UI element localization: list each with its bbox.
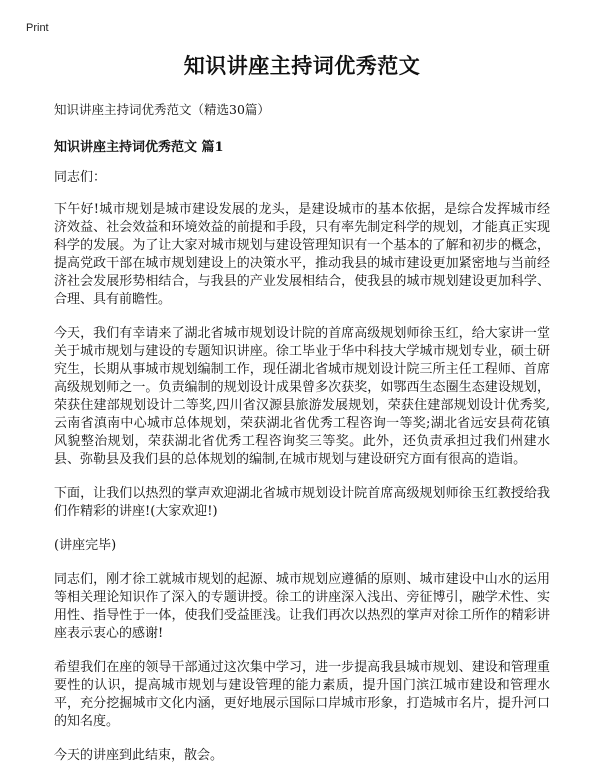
document-title: 知识讲座主持词优秀范文 (183, 53, 421, 78)
section-heading: 知识讲座主持词优秀范文 篇1 (54, 140, 224, 155)
document-subtitle: 知识讲座主持词优秀范文（精选30篇） (54, 102, 270, 117)
paragraph-closing: 今天的讲座到此结束，散会。 (54, 748, 224, 763)
print-label[interactable]: Print (26, 22, 49, 34)
paragraph-lecture-end: (讲座完毕) (54, 538, 117, 553)
document-page (54, 50, 550, 781)
paragraph-speaker-bio: 今天，我们有幸请来了湖北省城市规划设计院的首席高级规划师徐玉红，给大家讲一堂关于城市规划与建设的专题知识讲座。徐工毕业于华中科技大学城市规划专业，硕士研究生，长期从事城市规划编制工作，现任湖北省城市规划设计院三所主任工程师、首席高级规划师之一。负责编制的规划设计成果曾多次获奖，如鄂西生态圈生态建设规划，荣获住建部规划设计二等奖,四川省汉源县旅游发展规划，荣获住建部规划设计优秀奖,云南省滇南中心城市总体规划，荣获湖北省优秀工程咨询一等奖;湖北省远安县荷花镇风貌整治规划，荣获湖北省优秀工程咨询奖三等奖。此外，还负责承担过我们州建水县、弥勒县及我们县的总体规划的编制,在城市规划与建设研究方面有很高的造诣。 (54, 326, 550, 467)
greeting: 同志们： (54, 170, 107, 185)
paragraph-intro: 下午好!城市规划是城市建设发展的龙头，是建设城市的基本依据，是综合发挥城市经济效益、社会效益和环境效益的前提和手段，只有率先制定科学的规划，才能真正实现科学的发展。为了让大家对城市规划与建设管理知识有一个基本的了解和初步的概念，提高党政干部在城市规划建设上的决策水平，推动我县的城市建设更加紧密地与当前经济社会发展形势相结合，与我县的产业发展相结合，使我县的城市规划建设更加科学、合理、具有前瞻性。 (54, 202, 550, 307)
paragraph-welcome: 下面，让我们以热烈的掌声欢迎湖北省城市规划设计院首席高级规划师徐玉红教授给我们作精彩的讲座!(大家欢迎!) (54, 486, 550, 519)
paragraph-hope: 希望我们在座的领导干部通过这次集中学习，进一步提高我县城市规划、建设和管理重要性的认识，提高城市规划与建设管理的能力素质，提升国门滨江城市建设和管理水平，充分挖掘城市文化内涵，更好地展示国际口岸城市形象，打造城市名片，提升河口的知名度。 (54, 660, 550, 729)
paragraph-summary: 同志们，刚才徐工就城市规划的起源、城市规划应遵循的原则、城市建设中山水的运用等相关理论知识作了深入的专题讲授。徐工的讲座深入浅出、旁征博引，融学术性、实用性、指导性于一体，使我们受益匪浅。让我们再次以热烈的掌声对徐工所作的精彩讲座表示衷心的感谢! (54, 572, 550, 641)
